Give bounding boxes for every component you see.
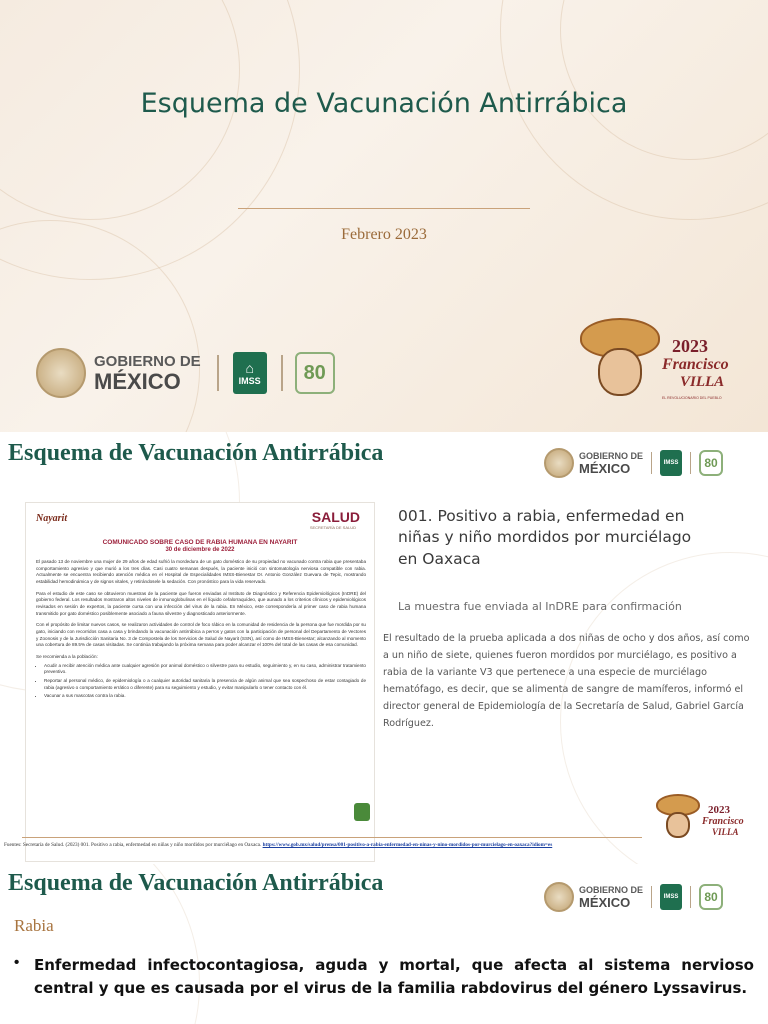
villa-portrait-icon [598,348,642,396]
recommendation-list [36,663,366,700]
nayarit-logo: Nayarit [36,513,68,524]
press-release-body [36,559,366,702]
news-subheadline: La muestra fue enviada al InDRE para confirmación [398,600,682,613]
press-release-document [25,502,375,862]
definition-text: Enfermedad infectocontagiosa, aguda y mortal, que afecta al sistema nervioso central y que es causada por el virus de la familia rabdovirus del género Lyssavirus. [34,956,754,997]
imss-80-anniversary-logo [699,450,723,476]
gobierno-line2: MÉXICO [579,894,631,910]
gobierno-logo-bar [36,348,335,398]
logo-divider [651,886,652,908]
villa-year: 2023 [708,804,730,816]
press-paragraph: Para el estudio de este caso se obtuvieron muestras de la paciente que fueron enviadas al Instituto de Diagnóstico y Referencia Epidemiológicos (InDRE) del gobierno federal. Los resultados mostraron altos niveles de inmunoglobulinas en el líquido cefalorraquídeo, que aunado a los criterios clínicos y epidemiológicos revisados en sesión de expertos, la paciente cursa con una infección del virus de la rabia. En México, este correspondería al primer caso de rabia humana transmitido por gato doméstico posiblemente asociado a fauna silvestre y diagnosticado anteriormente. [36,590,366,616]
definition-bullet [14,954,754,999]
gobierno-line2: MÉXICO [94,368,181,394]
bullet-icon: • [14,954,20,971]
villa-name-first: Francisco [662,356,729,373]
villa-name-last: VILLA [712,827,739,837]
press-release-title: COMUNICADO SOBRE CASO DE RABIA HUMANA EN NAYARIT [102,539,298,546]
gobierno-line1: GOBIERNO DE [579,884,644,895]
imss-80-anniversary-logo [699,884,723,910]
salud-logo: SALUD [311,509,360,525]
gobierno-wordmark [579,886,643,909]
villa-name-first: Francisco [702,816,744,827]
imss-80-anniversary-logo [295,352,335,394]
gobierno-line2: MÉXICO [579,460,631,476]
slide-title: Esquema de Vacunación Antirrábica [8,870,384,896]
villa-name-last: VILLA [680,374,725,390]
villa-portrait-icon [666,812,690,838]
mexico-seal-icon [544,448,574,478]
gobierno-logo-bar [544,448,723,478]
villa-tagline: EL REVOLUCIONARIO DEL PUEBLO [662,396,722,400]
gobierno-line1: GOBIERNO DE [579,450,644,461]
list-item: • Reportar al personal médico, de epidemiología o a cualquier autoridad sanitaria la presencia de algún animal que sea sospechoso de estar contagiado de rabia (agresivo o comportamiento errático o diferente) para su seguimiento y estudio, y evitar manipularlo o tener contacto con él. [44,678,366,691]
gobierno-line1: GOBIERNO DE [94,352,201,370]
eighty-label: 80 [704,456,718,470]
mexico-seal-icon [544,882,574,912]
imss-label: IMSS [663,460,679,466]
title-divider [238,208,530,209]
list-item: • Vacunar a sus mascotas contra la rabia. [44,693,366,700]
imss-logo [660,884,682,910]
imss-logo [660,450,682,476]
source-link[interactable]: https://www.gob.mx/salud/prensa/001-positivo-a-rabia-enfermedad-en-ninas-y-nino-mordidos-por-murcielago-en-oaxaca?idiom=es [262,842,553,848]
slide-date: Febrero 2023 [341,226,427,243]
nayarit-seal-icon [354,803,370,821]
source-text: Fuentes: Secretaría de Salud. (2023) 001. Positivo a rabia, enfermedad en niñas y niño mordidos por murciélago en Oaxaca. [4,842,262,848]
gobierno-wordmark [94,354,201,393]
logo-divider [690,886,691,908]
logo-divider [651,452,652,474]
villa-year: 2023 [672,336,708,356]
title-slide [0,0,768,432]
news-slide [0,432,768,864]
section-subtitle: Rabia [14,916,54,935]
press-paragraph: El pasado 13 de noviembre una mujer de 29 años de edad sufrió la mordedura de un gato doméstico de su propiedad no vacunado contra rabia que presentaba comportamiento agresivo y que murió a los tres días. Casi cuatro semanas después, la paciente inició con sintomatología nerviosa compatible con rabia. Actualmente se encuentra recibiendo atención médica en el Hospital de Especialidades IMSS-Bienestar Dr. Antonio González Guevara de Tepic, mostrando estabilidad hemodinámica y de signos vitales, y retirándosele la sedación. Con pronóstico para la vida reservado. [36,559,366,584]
eighty-label: 80 [704,890,718,904]
press-paragraph: Se recomienda a la población: [36,653,98,659]
logo-divider [217,355,219,391]
imss-label: IMSS [238,376,261,386]
francisco-villa-2023-logo [656,794,756,844]
logo-divider [281,355,283,391]
press-paragraph: Con el propósito de limitar nuevos casos, se realizaron actividades de control de foco rábico en la comunidad de residencia de la persona que fue mordida por su gato, iniciando con recorridos casa a casa y brindando la vacunación antirrábica a perros y gatos con la participación de personal del Departamento de Vectores y Zoonosis y de la Jurisdicción Sanitaria No. 3 de Compostela de los Servicios de Salud de Nayarit (SSN), así como de IMSS-Bienestar; alcanzando al momento una cobertura de 89.5% de casas visitadas. Se continúa trabajando la próxima semana para poder alcanzar el 100% del total de las casas de esa comunidad. [36,622,366,648]
imss-eagle-icon: ⌂ [245,360,254,376]
gobierno-wordmark [579,452,643,475]
source-citation [4,842,764,848]
gobierno-logo-bar [544,882,723,912]
source-divider [22,837,642,838]
eighty-label: 80 [303,361,326,384]
mexico-seal-icon [36,348,86,398]
news-headline: 001. Positivo a rabia, enfermedad en niñas y niño mordidos por murciélago en Oaxaca [398,507,692,568]
list-item: • Acudir a recibir atención médica ante cualquier agresión por animal doméstico o silvestre para su estudio, seguimiento y, en su caso, administrar tratamiento preventivo. [44,663,366,676]
imss-label: IMSS [663,894,679,900]
definition-slide [0,864,768,1024]
francisco-villa-2023-logo [580,318,740,408]
imss-logo [233,352,267,394]
logo-divider [690,452,691,474]
news-body: El resultado de la prueba aplicada a dos niñas de ocho y dos años, así como a un niño de siete, quienes fueron mordidos por murciélago, es positivo a rabia de la variante V3 que pertenece a una especie de murciélago hematófago, es decir, que se alimenta de sangre de mamíferos, informó el director general de Epidemiología de la Secretaría de Salud, Gabriel García Rodríguez. [383,633,750,730]
slide-title: Esquema de Vacunación Antirrábica [140,88,628,119]
slide-title: Esquema de Vacunación Antirrábica [8,440,384,466]
press-release-date: 30 de diciembre de 2022 [165,547,235,553]
salud-subtitle: SECRETARÍA DE SALUD [309,525,356,530]
